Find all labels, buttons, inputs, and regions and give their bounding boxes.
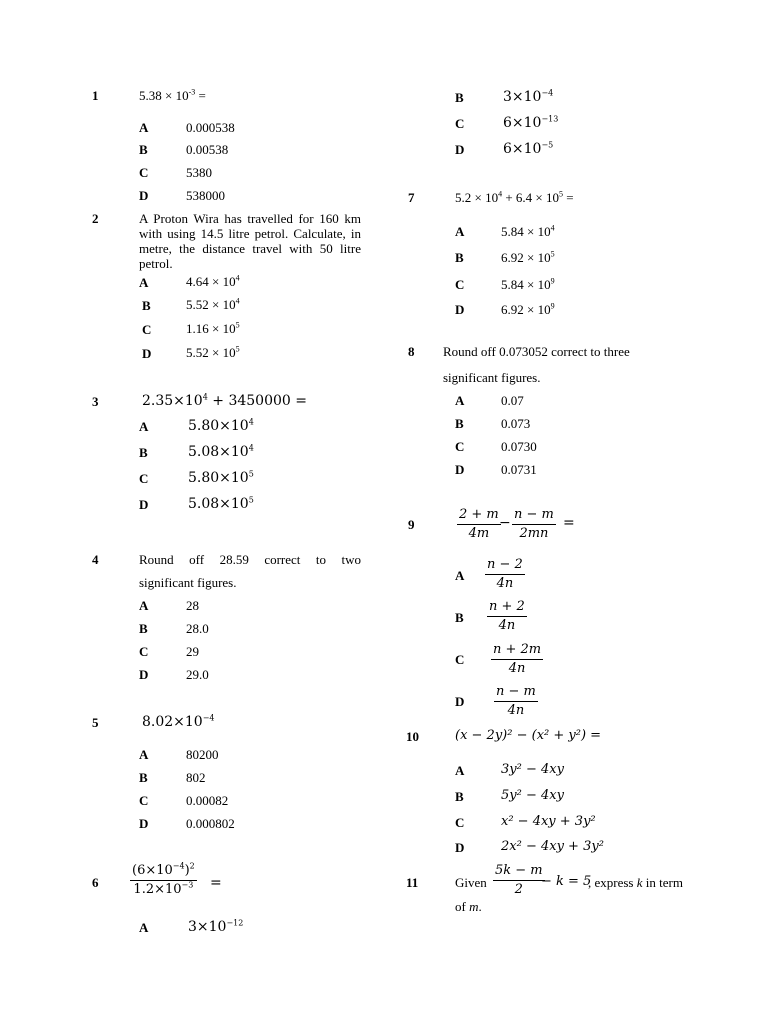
option-text: $5.84 \times 10^9$ bbox=[501, 276, 555, 292]
option-label: B bbox=[455, 250, 464, 265]
option-text: 3y² − 4xy bbox=[501, 762, 564, 777]
question-number: 11 bbox=[406, 875, 419, 890]
option-label: D bbox=[142, 346, 152, 361]
option-text: 2x² − 4xy + 3y² bbox=[501, 839, 604, 854]
option-label: C bbox=[139, 471, 149, 486]
question-stem: (x − 2y)² − (x² + y²) = bbox=[455, 728, 602, 743]
option-label: A bbox=[139, 419, 149, 434]
equals-sign: = bbox=[210, 875, 222, 891]
question-text: Round off 0.073052 correct to three bbox=[443, 344, 630, 359]
equals-sign: = bbox=[563, 515, 575, 531]
option-label: A bbox=[455, 224, 465, 239]
option-label: D bbox=[139, 188, 149, 203]
option-text: $6.92 \times 10^5$ bbox=[501, 249, 555, 265]
question-stem: $5.38 \times 10^{-3}$ = bbox=[139, 87, 206, 103]
option-text: 0.073 bbox=[501, 416, 531, 431]
option-text: $5.80\times 10^5$ bbox=[188, 469, 254, 486]
fraction-denominator: 4n bbox=[507, 703, 525, 718]
minus-sign: − bbox=[499, 515, 511, 531]
option-text: 80200 bbox=[186, 747, 219, 762]
option-label: D bbox=[139, 667, 149, 682]
option-label: A bbox=[139, 747, 149, 762]
option-text: x² − 4xy + 3y² bbox=[501, 814, 596, 829]
option-label: A bbox=[139, 120, 149, 135]
question-text: significant figures. bbox=[139, 575, 237, 590]
question-fraction bbox=[493, 862, 545, 899]
option-label: B bbox=[455, 610, 464, 625]
fraction-numerator: 5k − m bbox=[495, 863, 543, 878]
question-number: 10 bbox=[406, 729, 419, 744]
option-text: $5.84 \times 10^4$ bbox=[501, 223, 555, 239]
option-label: A bbox=[455, 393, 465, 408]
option-label: B bbox=[139, 621, 148, 636]
question-fraction bbox=[512, 506, 556, 543]
fraction-denominator: 2 bbox=[514, 882, 523, 897]
option-label: C bbox=[139, 644, 149, 659]
question-number: 4 bbox=[92, 552, 99, 567]
option-text: 0.000802 bbox=[186, 816, 235, 831]
question-stem: $2.35\times 10^4 + 3450000$ = bbox=[142, 392, 307, 409]
question-number: 3 bbox=[92, 394, 99, 409]
question-stem: $8.02\times 10^{-4}$ bbox=[142, 713, 215, 730]
fraction-numerator: n − m bbox=[514, 507, 554, 522]
option-text: 29.0 bbox=[186, 667, 209, 682]
option-text: $1.16 \times 10^5$ bbox=[186, 320, 240, 336]
option-text: $5.08\times 10^4$ bbox=[188, 443, 254, 460]
option-label: B bbox=[139, 445, 148, 460]
option-text: $6\times 10^{-13}$ bbox=[503, 114, 559, 131]
question-number: 7 bbox=[408, 190, 415, 205]
question-text: of m. bbox=[455, 899, 482, 914]
option-text: 29 bbox=[186, 644, 199, 659]
question-fraction bbox=[130, 862, 197, 899]
option-label: B bbox=[139, 142, 148, 157]
question-number: 2 bbox=[92, 211, 99, 226]
option-label: C bbox=[142, 322, 152, 337]
question-text: Round off 28.59 correct to two bbox=[139, 552, 361, 567]
option-label: C bbox=[455, 815, 465, 830]
fraction-denominator: $1.2\times 10^{-3}$ bbox=[133, 880, 194, 897]
option-text: $5.08\times 10^5$ bbox=[188, 495, 254, 512]
option-fraction bbox=[491, 641, 543, 678]
question-text: significant figures. bbox=[443, 370, 541, 385]
option-fraction bbox=[487, 598, 527, 635]
question-stem: $5.2 \times 10^4 + 6.4 \times 10^5$ = bbox=[455, 189, 574, 205]
question-text: A Proton Wira has travelled for 160 km with using 14.5 litre petrol. Calculate, in metre, the distance travel with 50 litre petrol. bbox=[139, 211, 361, 271]
fraction-denominator: 4n bbox=[508, 661, 526, 676]
option-label: A bbox=[139, 598, 149, 613]
option-text: $5.52 \times 10^5$ bbox=[186, 344, 240, 360]
question-equation: − k = 5 bbox=[541, 874, 592, 889]
option-text: $6\times 10^{-5}$ bbox=[503, 140, 554, 157]
option-label: A bbox=[455, 568, 465, 583]
option-text: 28.0 bbox=[186, 621, 209, 636]
question-text: Given bbox=[455, 875, 487, 890]
option-text: $6.92 \times 10^9$ bbox=[501, 301, 555, 317]
option-fraction bbox=[494, 683, 538, 720]
option-label: D bbox=[455, 462, 465, 477]
question-text: , express k in term bbox=[588, 875, 683, 890]
option-label: B bbox=[142, 298, 151, 313]
option-text: 0.00538 bbox=[186, 142, 229, 157]
question-number: 9 bbox=[408, 517, 415, 532]
option-text: 802 bbox=[186, 770, 206, 785]
option-label: D bbox=[455, 694, 465, 709]
fraction-denominator: 2mn bbox=[519, 526, 549, 541]
fraction-numerator: n + 2m bbox=[493, 642, 542, 657]
option-text: 5380 bbox=[186, 165, 212, 180]
question-number: 5 bbox=[92, 715, 99, 730]
option-text: 0.000538 bbox=[186, 120, 235, 135]
option-text: $3\times 10^{-12}$ bbox=[188, 918, 244, 935]
fraction-numerator: $(6\times 10^{-4})^2$ bbox=[132, 861, 195, 878]
option-text: 28 bbox=[186, 598, 199, 613]
option-fraction bbox=[485, 556, 525, 593]
option-text: 0.07 bbox=[501, 393, 524, 408]
fraction-numerator: n − m bbox=[496, 684, 536, 699]
option-label: B bbox=[455, 789, 464, 804]
option-label: B bbox=[455, 416, 464, 431]
question-number: 1 bbox=[92, 88, 99, 103]
option-label: A bbox=[139, 275, 149, 290]
option-label: C bbox=[455, 439, 465, 454]
option-label: C bbox=[455, 652, 465, 667]
option-label: B bbox=[139, 770, 148, 785]
option-text: $3\times 10^{-4}$ bbox=[503, 88, 554, 105]
option-label: A bbox=[139, 920, 149, 935]
option-text: 0.0730 bbox=[501, 439, 537, 454]
option-label: C bbox=[455, 116, 465, 131]
option-text: 0.0731 bbox=[501, 462, 537, 477]
question-fraction bbox=[457, 506, 501, 543]
option-label: D bbox=[455, 840, 465, 855]
question-number: 6 bbox=[92, 875, 99, 890]
fraction-denominator: 4m bbox=[468, 526, 490, 541]
option-label: C bbox=[455, 277, 465, 292]
option-text: $5.80\times 10^4$ bbox=[188, 417, 254, 434]
fraction-numerator: 2 + m bbox=[459, 507, 499, 522]
fraction-numerator: n − 2 bbox=[487, 557, 523, 572]
option-text: 5y² − 4xy bbox=[501, 788, 564, 803]
option-label: D bbox=[455, 302, 465, 317]
question-number: 8 bbox=[408, 344, 415, 359]
fraction-denominator: 4n bbox=[496, 576, 514, 591]
fraction-denominator: 4n bbox=[498, 618, 516, 633]
option-text: 0.00082 bbox=[186, 793, 229, 808]
option-label: B bbox=[455, 90, 464, 105]
fraction-numerator: n + 2 bbox=[489, 599, 525, 614]
option-label: D bbox=[139, 816, 149, 831]
option-label: A bbox=[455, 763, 465, 778]
option-label: C bbox=[139, 793, 149, 808]
option-text: 538000 bbox=[186, 188, 225, 203]
option-label: D bbox=[139, 497, 149, 512]
option-label: D bbox=[455, 142, 465, 157]
option-text: $5.52 \times 10^4$ bbox=[186, 296, 240, 312]
option-label: C bbox=[139, 165, 149, 180]
option-text: $4.64 \times 10^4$ bbox=[186, 273, 240, 289]
